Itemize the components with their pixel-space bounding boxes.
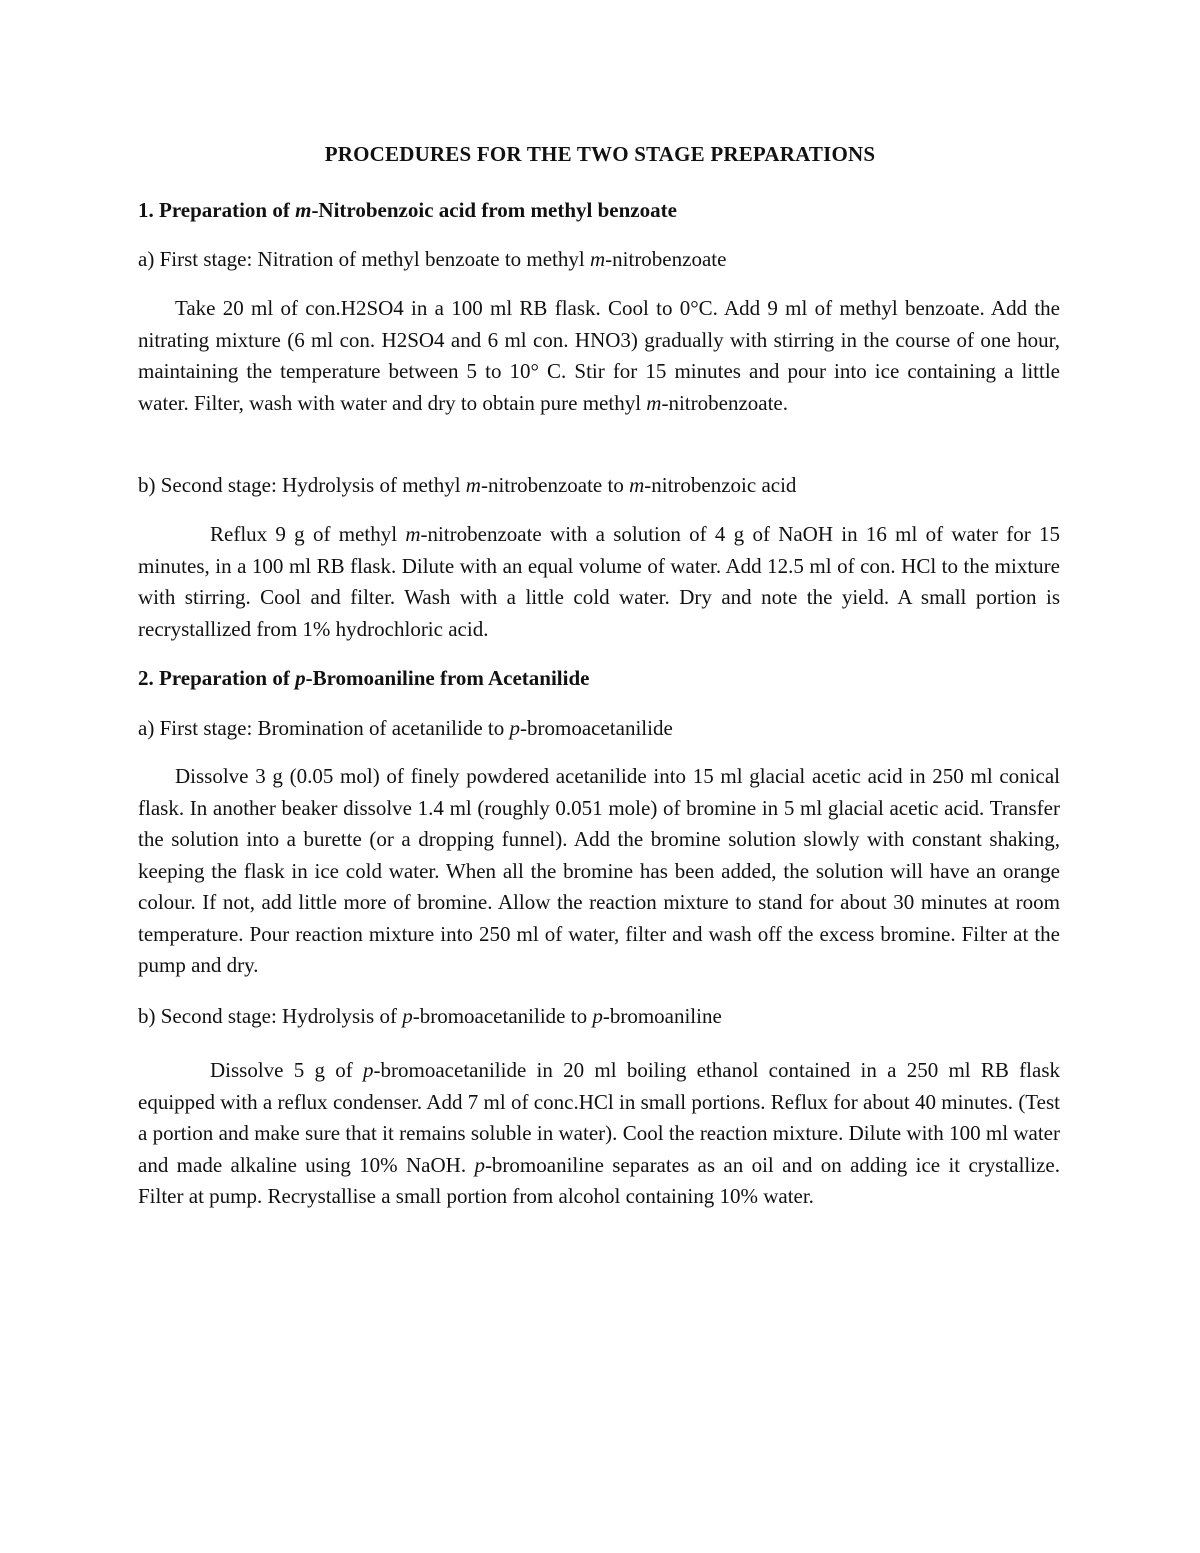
section-2-stage-b (138, 1004, 722, 1029)
section-2-stage-b-pre: b) Second stage: Hydrolysis of (138, 1004, 403, 1028)
section-2-paragraph-b-mid: -bromoacetanilide in 20 ml boiling ethanol contained in a 250 ml RB flask equipped with a reflux condenser. Add 7 ml of conc.HCl in small portions. Reflux for about 40 minutes. (Test a portion and make sure that it remains soluble in water). Cool the reaction mixture. Dilute with 100 ml water and made alkaline using 10% NaOH. (138, 1058, 1060, 1177)
section-1-stage-b-pre: b) Second stage: Hydrolysis of methyl (138, 473, 466, 497)
section-1-stage-b (138, 473, 796, 498)
section-1-stage-a-post: -nitrobenzoate (605, 247, 727, 271)
section-2-heading-italic: p (295, 666, 306, 690)
section-1-heading-italic: m (295, 198, 312, 222)
section-1-paragraph-a-post: -nitrobenzoate. (661, 390, 788, 415)
section-2-paragraph-b-italic-2: p (474, 1152, 485, 1177)
section-1-stage-a-italic: m (589, 247, 606, 271)
section-2-heading-pre: 2. Preparation of (138, 666, 296, 690)
section-2-stage-b-italic-1: p (402, 1004, 413, 1028)
section-1-paragraph-b-italic: m (405, 522, 421, 546)
section-1-stage-b-post: -nitrobenzoic acid (644, 473, 797, 497)
section-2-paragraph-a: Dissolve 3 g (0.05 mol) of finely powdered acetanilide into 15 ml glacial acetic acid in 250 ml conical flask. In another beaker dissolve 1.4 ml (roughly 0.051 mole) of bromine in 5 ml glacial acetic acid. Transfer the solution into a burette (or a dropping funnel). Add the bromine solution slowly with constant shaking, keeping the flask in ice cold water. When all the bromine has been added, the solution will have an orange colour. If not, add little more of bromine. Allow the reaction mixture to stand for about 30 minutes at room temperature. Pour reaction mixture into 250 ml of water, filter and wash off the excess bromine. Filter at the pump and dry. (138, 764, 1060, 977)
section-2-paragraph-b-pre: Dissolve 5 g of (210, 1058, 364, 1082)
section-2-paragraph-b-post: -bromoaniline separates as an oil and on adding ice it crystallize. Filter at pump. Recrystallise a small portion from alcohol containing 10% water. (138, 1152, 1060, 1208)
section-1-paragraph-a-italic: m (646, 390, 662, 415)
section-1-stage-b-italic-1: m (465, 473, 481, 497)
section-1-stage-a (138, 247, 726, 272)
section-2-stage-b-italic-2: p (592, 1004, 603, 1028)
section-2-stage-b-mid: -bromoacetanilide to (412, 1004, 593, 1028)
section-1-heading-pre: 1. Preparation of (138, 198, 296, 222)
section-2-stage-a-post: -bromoacetanilide (520, 716, 673, 740)
section-1-paragraph-b (138, 519, 1060, 645)
section-1-paragraph-b-post: -nitrobenzoate with a solution of 4 g of NaOH in 16 ml of water for 15 minutes, in a 100 ml RB flask. Dilute with an equal volume of water. Add 12.5 ml of con. HCl to the mixture with stirring. Cool and filter. Wash with a little cold water. Dry and note the yield. A small portion is recrystallized from 1% hydrochloric acid. (138, 522, 1060, 641)
section-2-stage-b-post: -bromoaniline (602, 1004, 722, 1028)
section-2-paragraph-b-italic-1: p (363, 1058, 374, 1082)
section-1-heading (138, 198, 677, 223)
section-1-stage-b-italic-2: m (629, 473, 645, 497)
section-1-stage-b-mid: -nitrobenzoate to (480, 473, 630, 497)
section-2-paragraph-b (138, 1055, 1060, 1213)
section-1-paragraph-a-text: Take 20 ml of con.H2SO4 in a 100 ml RB flask. Cool to 0°C. Add 9 ml of methyl benzoate. Add the nitrating mixture (6 ml con. H2SO4 and 6 ml con. HNO3) gradually with stirring in the course of one hour, maintaining the temperature between 5 to 10° C. Stir for 15 minutes and pour into ice containing a little water. Filter, wash with water and dry to obtain pure methyl (138, 296, 1060, 415)
section-2-stage-a-italic: p (509, 716, 520, 740)
section-1-heading-post: -Nitrobenzoic acid from methyl benzoate (311, 198, 677, 222)
section-2-heading (138, 666, 589, 691)
page-title: PROCEDURES FOR THE TWO STAGE PREPARATIONS (324, 142, 876, 166)
section-2-heading-post: -Bromoaniline from Acetanilide (305, 666, 590, 690)
section-2-stage-a (138, 716, 673, 741)
section-2-stage-a-pre: a) First stage: Bromination of acetanilide to (138, 716, 510, 740)
section-1-paragraph-a (138, 293, 1060, 419)
section-1-paragraph-b-pre: Reflux 9 g of methyl (210, 522, 406, 546)
section-1-stage-a-pre: a) First stage: Nitration of methyl benzoate to methyl (138, 247, 590, 271)
